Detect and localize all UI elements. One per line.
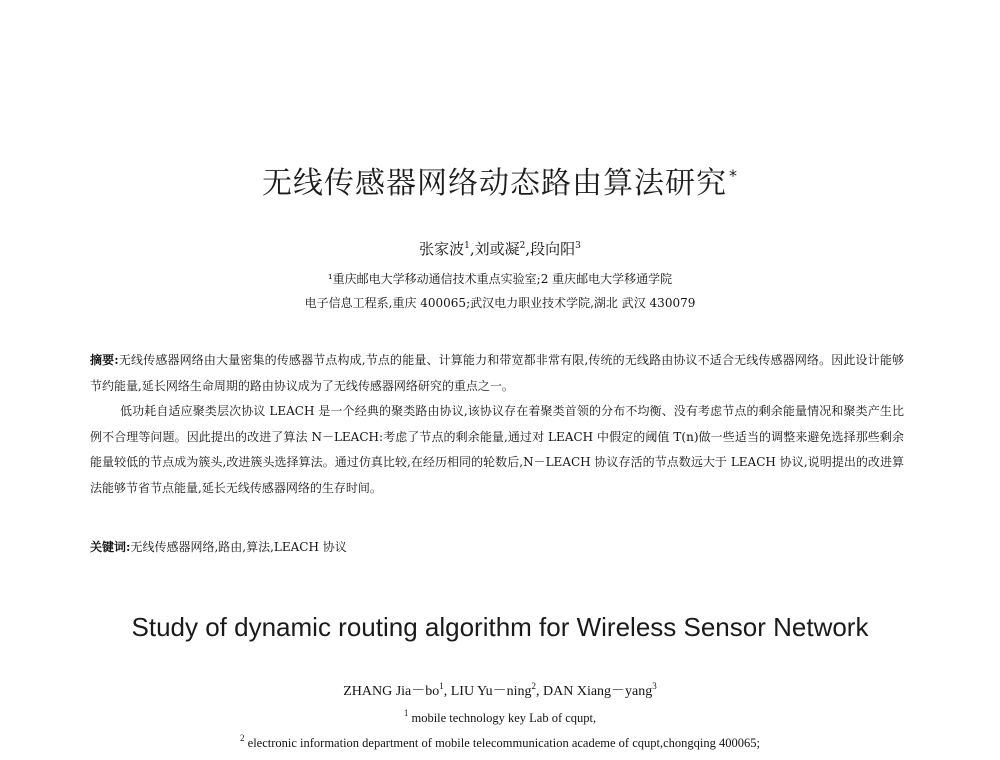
author-name: 刘或凝 bbox=[474, 240, 520, 258]
author-name: 张家波 bbox=[419, 240, 465, 258]
abstract-paragraph-2: 低功耗自适应聚类层次协议 LEACH 是一个经典的聚类路由协议,该协议存在着聚类首领的分布不均衡、没有考虑节点的剩余能量情况和聚类产生比例不合理等问题。因此提出的改进了算法 N－LEACH:考虑了节点的剩余能量,通过对 LEACH 中假定的阈值 T(n)做一些适当的调整来避免选择那些剩余能量较低的节点成为簇头,改进簇头选择算法。通过仿真比较,在经历相同的轮数后,N－LEACH 协议存活的节点数远大于 LEACH 协议,说明提出的改进算法能够节省节点能量,延长无线传感器网络的生存时间。 bbox=[90, 404, 904, 495]
affiliation-text: mobile technology key Lab of cqupt, bbox=[411, 711, 597, 725]
abstract-text-1: 无线传感器网络由大量密集的传感器节点构成,节点的能量、计算能力和带宽都非常有限,传统的无线路由协议不适合无线传感器网络。因此设计能够节约能量,延长网络生命周期的路由协议成为了无线传感器网络研究的重点之一。 bbox=[90, 353, 904, 393]
english-affiliation-1 bbox=[0, 708, 1000, 726]
author-name: 段向阳 bbox=[530, 240, 576, 258]
chinese-title-text: 无线传感器网络动态路由算法研究 bbox=[262, 166, 727, 201]
author-affiliation-mark: 2 bbox=[531, 681, 537, 691]
title-footnote-mark: * bbox=[729, 166, 738, 185]
author-separator: , bbox=[525, 240, 531, 258]
author-affiliation-mark: 1 bbox=[439, 681, 444, 691]
affiliation-text: electronic information department of mobile telecommunication academe of cqupt,chongqing 400065; bbox=[247, 736, 760, 750]
affiliation-mark: 1 bbox=[403, 708, 409, 718]
english-authors bbox=[0, 680, 1000, 700]
affiliation-mark: 2 bbox=[240, 733, 245, 743]
abstract-paragraph-1 bbox=[90, 348, 904, 399]
author-name: DAN Xiang－yang bbox=[543, 684, 653, 699]
chinese-authors bbox=[0, 238, 1000, 259]
abstract-label: 摘要: bbox=[90, 353, 119, 367]
keywords-text: 无线传感器网络,路由,算法,LEACH 协议 bbox=[130, 540, 347, 554]
english-title: Study of dynamic routing algorithm for Wireless Sensor Network bbox=[131, 612, 869, 642]
author-affiliation-mark: 3 bbox=[652, 681, 657, 691]
chinese-affiliation-line-1: ¹重庆邮电大学移动通信技术重点实验室;2 重庆邮电大学移通学院 bbox=[327, 272, 673, 286]
chinese-title bbox=[0, 158, 1000, 202]
author-separator: , bbox=[443, 684, 451, 699]
author-separator: , bbox=[536, 684, 544, 699]
chinese-keywords bbox=[90, 538, 347, 555]
english-affiliation-2 bbox=[0, 733, 1000, 751]
author-affiliation-mark: 2 bbox=[519, 241, 526, 251]
chinese-abstract bbox=[90, 348, 904, 501]
author-name: ZHANG Jia－bo bbox=[343, 684, 440, 699]
author-affiliation-mark: 3 bbox=[575, 241, 581, 251]
chinese-affiliation-line-2: 电子信息工程系,重庆 400065;武汉电力职业技术学院,湖北 武汉 430079 bbox=[304, 296, 696, 310]
author-separator: , bbox=[469, 240, 475, 258]
author-affiliation-mark: 1 bbox=[464, 241, 470, 251]
author-name: LIU Yu－ning bbox=[450, 684, 532, 699]
keywords-label: 关键词: bbox=[90, 540, 131, 554]
